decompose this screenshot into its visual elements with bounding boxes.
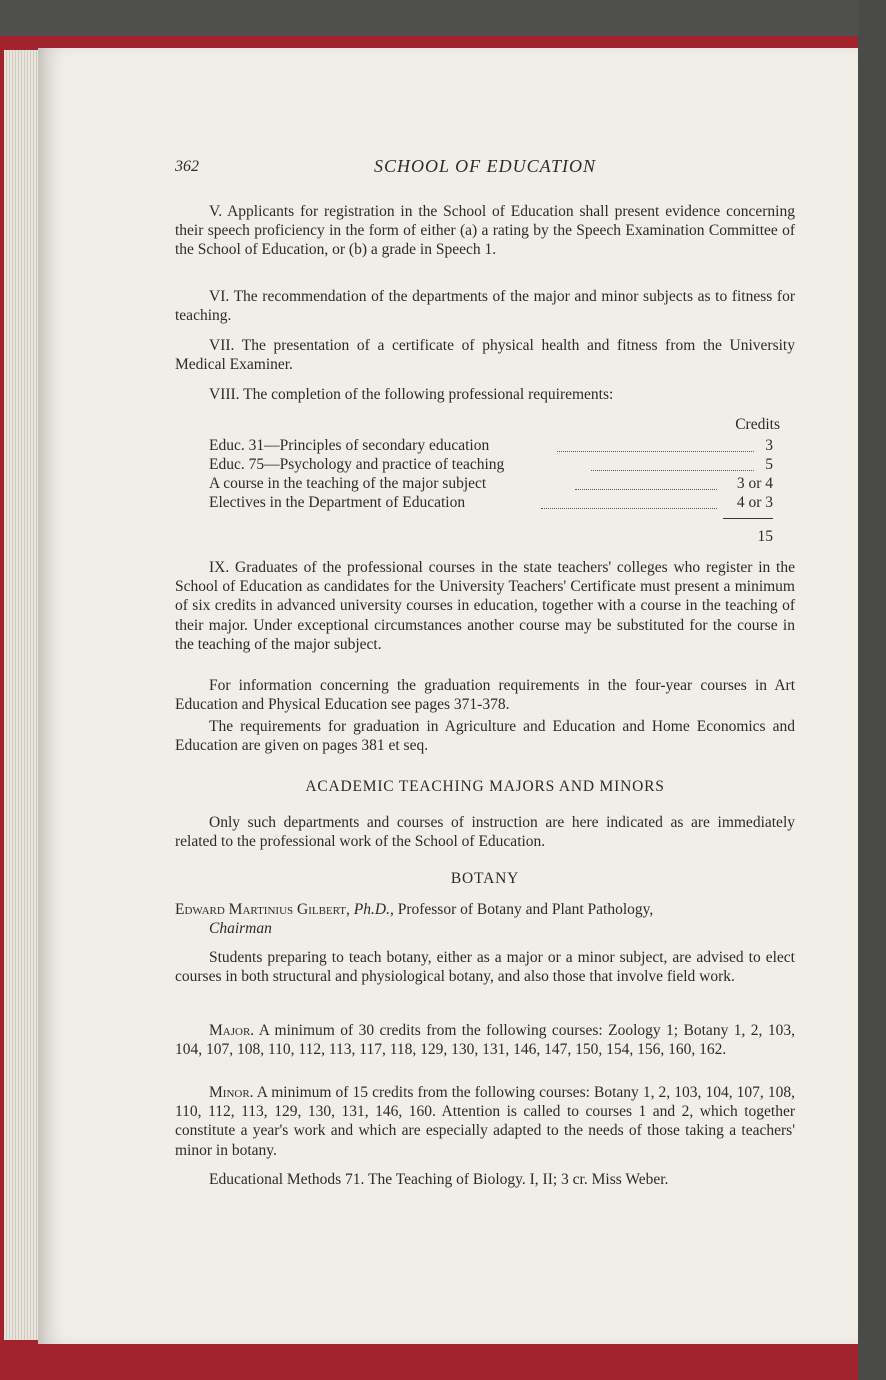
chair-degree: Ph.D., bbox=[353, 901, 394, 918]
dot-leader bbox=[557, 450, 754, 452]
paragraph-vii: VII. The presentation of a certificate of physical health and fitness from the University Medical Examiner. bbox=[175, 337, 795, 374]
section-heading: ACADEMIC TEACHING MAJORS AND MINORS bbox=[305, 778, 665, 795]
major-label: Major. bbox=[209, 1022, 255, 1039]
botany-major bbox=[175, 1021, 795, 1059]
chair-name: Edward Martinius Gilbert, bbox=[175, 901, 350, 918]
botany-heading: BOTANY bbox=[450, 870, 520, 887]
requirement-row bbox=[175, 455, 795, 474]
dot-leader bbox=[591, 469, 754, 471]
requirement-row bbox=[175, 436, 795, 455]
dot-leader bbox=[575, 488, 717, 490]
requirement-credits: 5 bbox=[765, 456, 773, 473]
paragraph-art-education: For information concerning the graduation requirements in the four-year courses in Art Education and Physical Education see pages 371-378. bbox=[175, 677, 795, 714]
paragraph-vi: VI. The recommendation of the departments of the major and minor subjects as to fitness for teaching. bbox=[175, 288, 795, 325]
page-number: 362 bbox=[175, 158, 199, 175]
minor-text: A minimum of 15 credits from the following courses: Botany 1, 2, 103, 104, 107, 108, 110, 112, 113, 129, 130, 131, 146, 160. Attention is called to courses 1 and 2, which together constitute a year's work and which are especially adapted to the needs of those taking a teachers' minor in botany. bbox=[175, 1084, 795, 1159]
section-intro: Only such departments and courses of instruction are here indicated as are immediately related to the professional work of the School of Education. bbox=[175, 814, 795, 851]
total-rule bbox=[723, 518, 773, 519]
paragraph-v: V. Applicants for registration in the School of Education shall present evidence concerning their speech proficiency in the form of either (a) a rating by the Speech Examination Committee of the School of Education, or (b) a grade in Speech 1. bbox=[175, 203, 795, 259]
chair-title: Professor of Botany and Plant Pathology, bbox=[397, 901, 654, 918]
requirement-credits: 3 or 4 bbox=[736, 475, 773, 492]
dot-leader bbox=[541, 507, 717, 509]
major-text: A minimum of 30 credits from the following courses: Zoology 1; Botany 1, 2, 103, 104, 107, 108, 110, 112, 113, 117, 118, 129, 130, 131, 146, 147, 150, 154, 156, 160, 162. bbox=[175, 1022, 795, 1059]
requirement-label: Electives in the Department of Education bbox=[209, 494, 466, 511]
botany-students: Students preparing to teach botany, either as a major or a minor subject, are advised to elect courses in both structural and physiological botany, and also those that involve field work. bbox=[175, 949, 795, 986]
requirement-label: A course in the teaching of the major subject bbox=[209, 475, 487, 492]
paragraph-ix: IX. Graduates of the professional courses in the state teachers' colleges who register in the School of Education as candidates for the University Teachers' Certificate must present a minimum of six credits in advanced university courses in education, together with a course in the teaching of their major. Under exceptional circumstances another course may be substituted for the course in the teaching of the major subject. bbox=[175, 559, 795, 653]
credits-header: Credits bbox=[735, 416, 780, 433]
requirement-label: Educ. 31—Principles of secondary education bbox=[209, 437, 490, 454]
requirement-row bbox=[175, 474, 795, 493]
requirement-row bbox=[175, 493, 795, 512]
requirement-credits: 3 bbox=[765, 437, 773, 454]
botany-methods: Educational Methods 71. The Teaching of Biology. I, II; 3 cr. Miss Weber. bbox=[209, 1171, 669, 1188]
requirement-label: Educ. 75—Psychology and practice of teaching bbox=[209, 456, 505, 473]
chair-role: Chairman bbox=[209, 920, 272, 937]
requirements-table bbox=[175, 436, 795, 512]
credits-total: 15 bbox=[757, 528, 773, 545]
botany-minor bbox=[175, 1083, 795, 1160]
background-right bbox=[858, 0, 886, 1380]
paragraph-agriculture: The requirements for graduation in Agriculture and Education and Home Economics and Education are given on pages 381 et seq. bbox=[175, 718, 795, 755]
page-edges bbox=[4, 50, 41, 1340]
running-title: SCHOOL OF EDUCATION bbox=[373, 156, 597, 176]
requirement-credits: 4 or 3 bbox=[736, 494, 773, 511]
botany-chair bbox=[175, 900, 795, 919]
background-top bbox=[0, 0, 886, 40]
paragraph-viii: VIII. The completion of the following professional requirements: bbox=[209, 386, 614, 403]
minor-label: Minor. bbox=[209, 1084, 254, 1101]
running-head bbox=[175, 156, 795, 180]
